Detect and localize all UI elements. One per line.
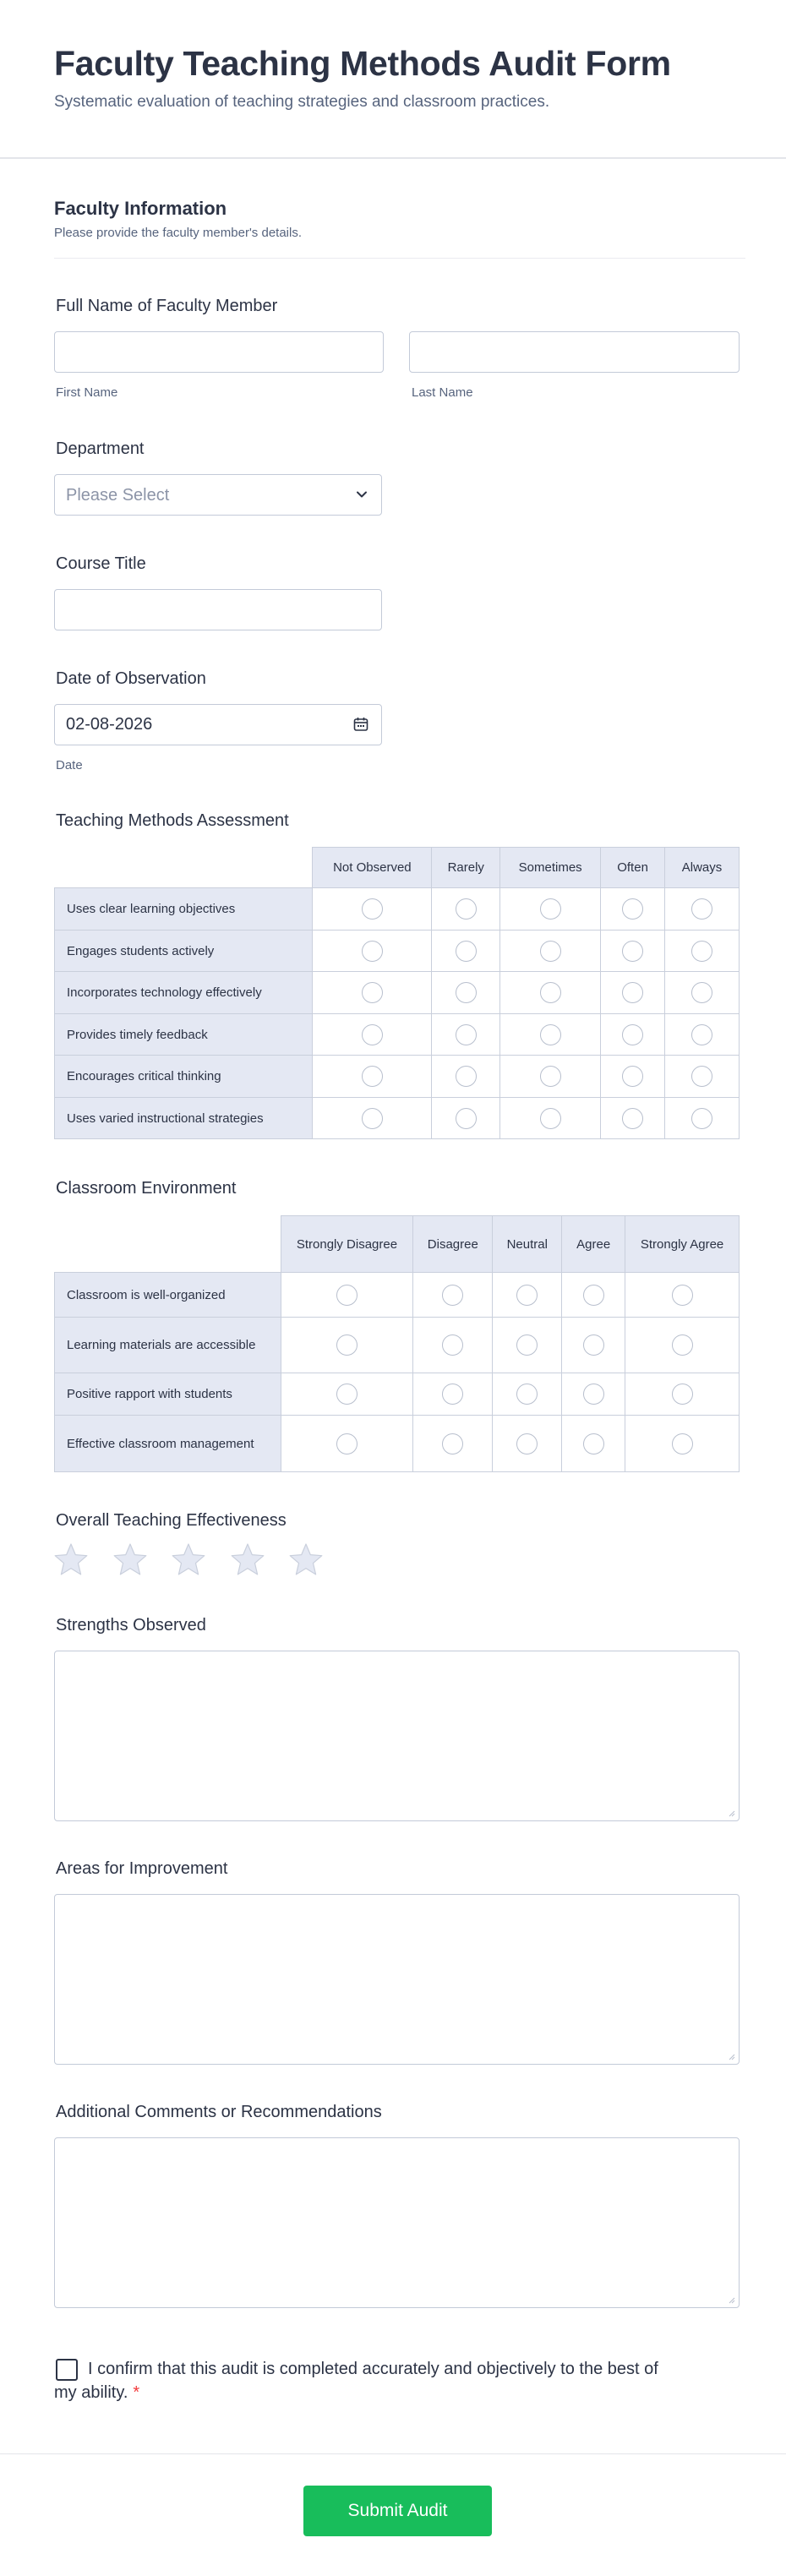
radio-button[interactable] — [691, 1108, 712, 1129]
improvement-textarea[interactable] — [54, 1894, 740, 2065]
required-mark: * — [133, 2383, 140, 2402]
matrix-cell — [413, 1273, 493, 1318]
matrix-row — [55, 931, 740, 972]
chevron-down-icon — [354, 487, 369, 502]
matrix-cell — [313, 888, 432, 931]
teaching-matrix-label: Teaching Methods Assessment — [56, 811, 289, 830]
matrix-cell — [500, 1056, 601, 1098]
matrix-cell — [665, 888, 740, 931]
matrix-cell — [601, 888, 665, 931]
matrix-cell — [665, 972, 740, 1014]
department-label: Department — [56, 439, 145, 458]
resize-handle-icon[interactable] — [728, 2296, 735, 2304]
last-name-sublabel: Last Name — [412, 385, 473, 400]
matrix-cell — [601, 1056, 665, 1098]
confirm-label — [54, 2357, 663, 2404]
matrix-corner — [55, 848, 313, 888]
resize-handle-icon[interactable] — [728, 1809, 735, 1817]
matrix-cell — [562, 1416, 625, 1472]
matrix-cell — [281, 1273, 413, 1318]
comments-textarea[interactable] — [54, 2137, 740, 2308]
matrix-cell — [562, 1373, 625, 1416]
section-title: Faculty Information — [54, 198, 227, 219]
matrix-cell — [281, 1373, 413, 1416]
form-title: Faculty Teaching Methods Audit Form — [54, 44, 671, 83]
star-icon[interactable] — [52, 1542, 90, 1579]
matrix-row — [55, 888, 740, 931]
matrix-cell — [500, 1014, 601, 1056]
matrix-cell — [665, 1056, 740, 1098]
date-input[interactable] — [54, 704, 382, 745]
radio-button[interactable] — [456, 941, 477, 962]
matrix-row-label: Encourages critical thinking — [55, 1056, 313, 1098]
resize-handle-icon[interactable] — [728, 2053, 735, 2060]
matrix-cell — [432, 1098, 500, 1139]
matrix-column-header: Not Observed — [313, 848, 432, 888]
strengths-label: Strengths Observed — [56, 1616, 206, 1635]
radio-button[interactable] — [516, 1433, 538, 1454]
radio-button[interactable] — [691, 1024, 712, 1045]
matrix-cell — [625, 1416, 740, 1472]
footer-divider — [0, 2453, 786, 2454]
matrix-cell — [413, 1373, 493, 1416]
matrix-cell — [313, 931, 432, 972]
radio-button[interactable] — [456, 1108, 477, 1129]
radio-button[interactable] — [362, 1024, 383, 1045]
matrix-cell — [562, 1318, 625, 1373]
matrix-cell — [665, 1098, 740, 1139]
radio-button[interactable] — [516, 1334, 538, 1356]
matrix-corner — [55, 1216, 281, 1273]
radio-button[interactable] — [362, 982, 383, 1003]
matrix-column-header: Disagree — [413, 1216, 493, 1273]
matrix-column-header: Always — [665, 848, 740, 888]
matrix-cell — [432, 1056, 500, 1098]
radio-button[interactable] — [622, 898, 643, 920]
radio-button[interactable] — [672, 1285, 693, 1306]
form-subtitle: Systematic evaluation of teaching strategies and classroom practices. — [54, 93, 550, 111]
matrix-row — [55, 1056, 740, 1098]
radio-button[interactable] — [442, 1433, 463, 1454]
radio-button[interactable] — [362, 941, 383, 962]
matrix-cell — [493, 1373, 562, 1416]
first-name-sublabel: First Name — [56, 385, 118, 400]
radio-button[interactable] — [336, 1384, 358, 1405]
radio-button[interactable] — [540, 1066, 561, 1087]
improvement-label: Areas for Improvement — [56, 1859, 228, 1878]
radio-button[interactable] — [456, 1066, 477, 1087]
section-header — [54, 196, 745, 259]
matrix-cell — [432, 888, 500, 931]
star-icon[interactable] — [170, 1542, 207, 1579]
radio-button[interactable] — [540, 941, 561, 962]
matrix-cell — [281, 1318, 413, 1373]
matrix-cell — [562, 1273, 625, 1318]
star-icon[interactable] — [287, 1542, 325, 1579]
matrix-row — [55, 1373, 740, 1416]
radio-button[interactable] — [622, 1108, 643, 1129]
matrix-cell — [665, 1014, 740, 1056]
matrix-cell — [432, 1014, 500, 1056]
radio-button[interactable] — [672, 1334, 693, 1356]
date-sublabel: Date — [56, 758, 83, 772]
radio-button[interactable] — [362, 1108, 383, 1129]
star-icon[interactable] — [229, 1542, 266, 1579]
matrix-cell — [500, 888, 601, 931]
radio-button[interactable] — [456, 898, 477, 920]
matrix-cell — [493, 1318, 562, 1373]
radio-button[interactable] — [583, 1384, 604, 1405]
matrix-row-label: Effective classroom management — [55, 1416, 281, 1472]
radio-button[interactable] — [362, 1066, 383, 1087]
section-description: Please provide the faculty member's details. — [54, 226, 303, 240]
radio-button[interactable] — [622, 1024, 643, 1045]
radio-button[interactable] — [442, 1285, 463, 1306]
date-value: 02-08-2026 — [66, 715, 153, 734]
matrix-cell — [313, 1098, 432, 1139]
confirm-text: I confirm that this audit is completed accurately and objectively to the best of my ability. — [54, 2360, 658, 2402]
radio-button[interactable] — [540, 1108, 561, 1129]
matrix-column-header: Often — [601, 848, 665, 888]
radio-button[interactable] — [336, 1285, 358, 1306]
form-header — [0, 0, 786, 159]
radio-button[interactable] — [583, 1334, 604, 1356]
matrix-row — [55, 972, 740, 1014]
course-title-label: Course Title — [56, 554, 146, 573]
matrix-column-header: Rarely — [432, 848, 500, 888]
radio-button[interactable] — [336, 1334, 358, 1356]
calendar-icon[interactable] — [352, 716, 369, 733]
matrix-cell — [601, 1098, 665, 1139]
matrix-row — [55, 1014, 740, 1056]
environment-matrix — [54, 1215, 740, 1472]
matrix-row — [55, 1416, 740, 1472]
matrix-column-header: Neutral — [493, 1216, 562, 1273]
matrix-row-label: Positive rapport with students — [55, 1373, 281, 1416]
radio-button[interactable] — [456, 1024, 477, 1045]
date-label: Date of Observation — [56, 669, 206, 688]
matrix-row-label: Classroom is well-organized — [55, 1273, 281, 1318]
radio-button[interactable] — [540, 1024, 561, 1045]
matrix-cell — [313, 972, 432, 1014]
matrix-cell — [413, 1318, 493, 1373]
matrix-cell — [313, 1014, 432, 1056]
matrix-cell — [601, 972, 665, 1014]
matrix-cell — [493, 1273, 562, 1318]
matrix-row-label: Provides timely feedback — [55, 1014, 313, 1056]
radio-button[interactable] — [583, 1433, 604, 1454]
radio-button[interactable] — [456, 982, 477, 1003]
rating-label: Overall Teaching Effectiveness — [56, 1511, 287, 1530]
matrix-column-header: Sometimes — [500, 848, 601, 888]
radio-button[interactable] — [622, 941, 643, 962]
matrix-column-header: Agree — [562, 1216, 625, 1273]
matrix-row-label: Engages students actively — [55, 931, 313, 972]
matrix-header-row — [55, 1216, 740, 1273]
radio-button[interactable] — [622, 1066, 643, 1087]
matrix-cell — [665, 931, 740, 972]
radio-button[interactable] — [516, 1384, 538, 1405]
last-name-input[interactable] — [409, 331, 740, 373]
radio-button[interactable] — [336, 1433, 358, 1454]
matrix-column-header: Strongly Agree — [625, 1216, 740, 1273]
matrix-cell — [625, 1373, 740, 1416]
radio-button[interactable] — [540, 898, 561, 920]
matrix-header-row — [55, 848, 740, 888]
matrix-column-header: Strongly Disagree — [281, 1216, 413, 1273]
radio-button[interactable] — [691, 982, 712, 1003]
department-select[interactable] — [54, 474, 382, 516]
matrix-cell — [313, 1056, 432, 1098]
teaching-matrix — [54, 847, 740, 1139]
department-placeholder: Please Select — [66, 486, 170, 505]
environment-matrix-label: Classroom Environment — [56, 1179, 237, 1198]
matrix-cell — [625, 1273, 740, 1318]
matrix-cell — [500, 931, 601, 972]
matrix-row — [55, 1273, 740, 1318]
matrix-cell — [432, 972, 500, 1014]
radio-button[interactable] — [540, 982, 561, 1003]
matrix-row-label: Incorporates technology effectively — [55, 972, 313, 1014]
radio-button[interactable] — [583, 1285, 604, 1306]
matrix-row — [55, 1318, 740, 1373]
submit-button[interactable]: Submit Audit — [303, 2486, 492, 2536]
full-name-label: Full Name of Faculty Member — [56, 297, 278, 315]
matrix-cell — [625, 1318, 740, 1373]
radio-button[interactable] — [672, 1384, 693, 1405]
matrix-cell — [500, 972, 601, 1014]
comments-label: Additional Comments or Recommendations — [56, 2103, 382, 2121]
radio-button[interactable] — [362, 898, 383, 920]
matrix-row-label: Uses clear learning objectives — [55, 888, 313, 931]
radio-button[interactable] — [622, 982, 643, 1003]
matrix-cell — [601, 931, 665, 972]
matrix-cell — [493, 1416, 562, 1472]
radio-button[interactable] — [691, 1066, 712, 1087]
radio-button[interactable] — [442, 1334, 463, 1356]
matrix-cell — [601, 1014, 665, 1056]
strengths-textarea[interactable] — [54, 1651, 740, 1821]
star-icon[interactable] — [112, 1542, 149, 1579]
matrix-row-label: Uses varied instructional strategies — [55, 1098, 313, 1139]
radio-button[interactable] — [691, 898, 712, 920]
matrix-row-label: Learning materials are accessible — [55, 1318, 281, 1373]
matrix-cell — [281, 1416, 413, 1472]
star-rating — [52, 1542, 340, 1580]
matrix-cell — [413, 1416, 493, 1472]
matrix-cell — [500, 1098, 601, 1139]
first-name-input[interactable] — [54, 331, 384, 373]
matrix-cell — [432, 931, 500, 972]
radio-button[interactable] — [691, 941, 712, 962]
radio-button[interactable] — [672, 1433, 693, 1454]
course-title-input[interactable] — [54, 589, 382, 630]
radio-button[interactable] — [516, 1285, 538, 1306]
radio-button[interactable] — [442, 1384, 463, 1405]
matrix-row — [55, 1098, 740, 1139]
